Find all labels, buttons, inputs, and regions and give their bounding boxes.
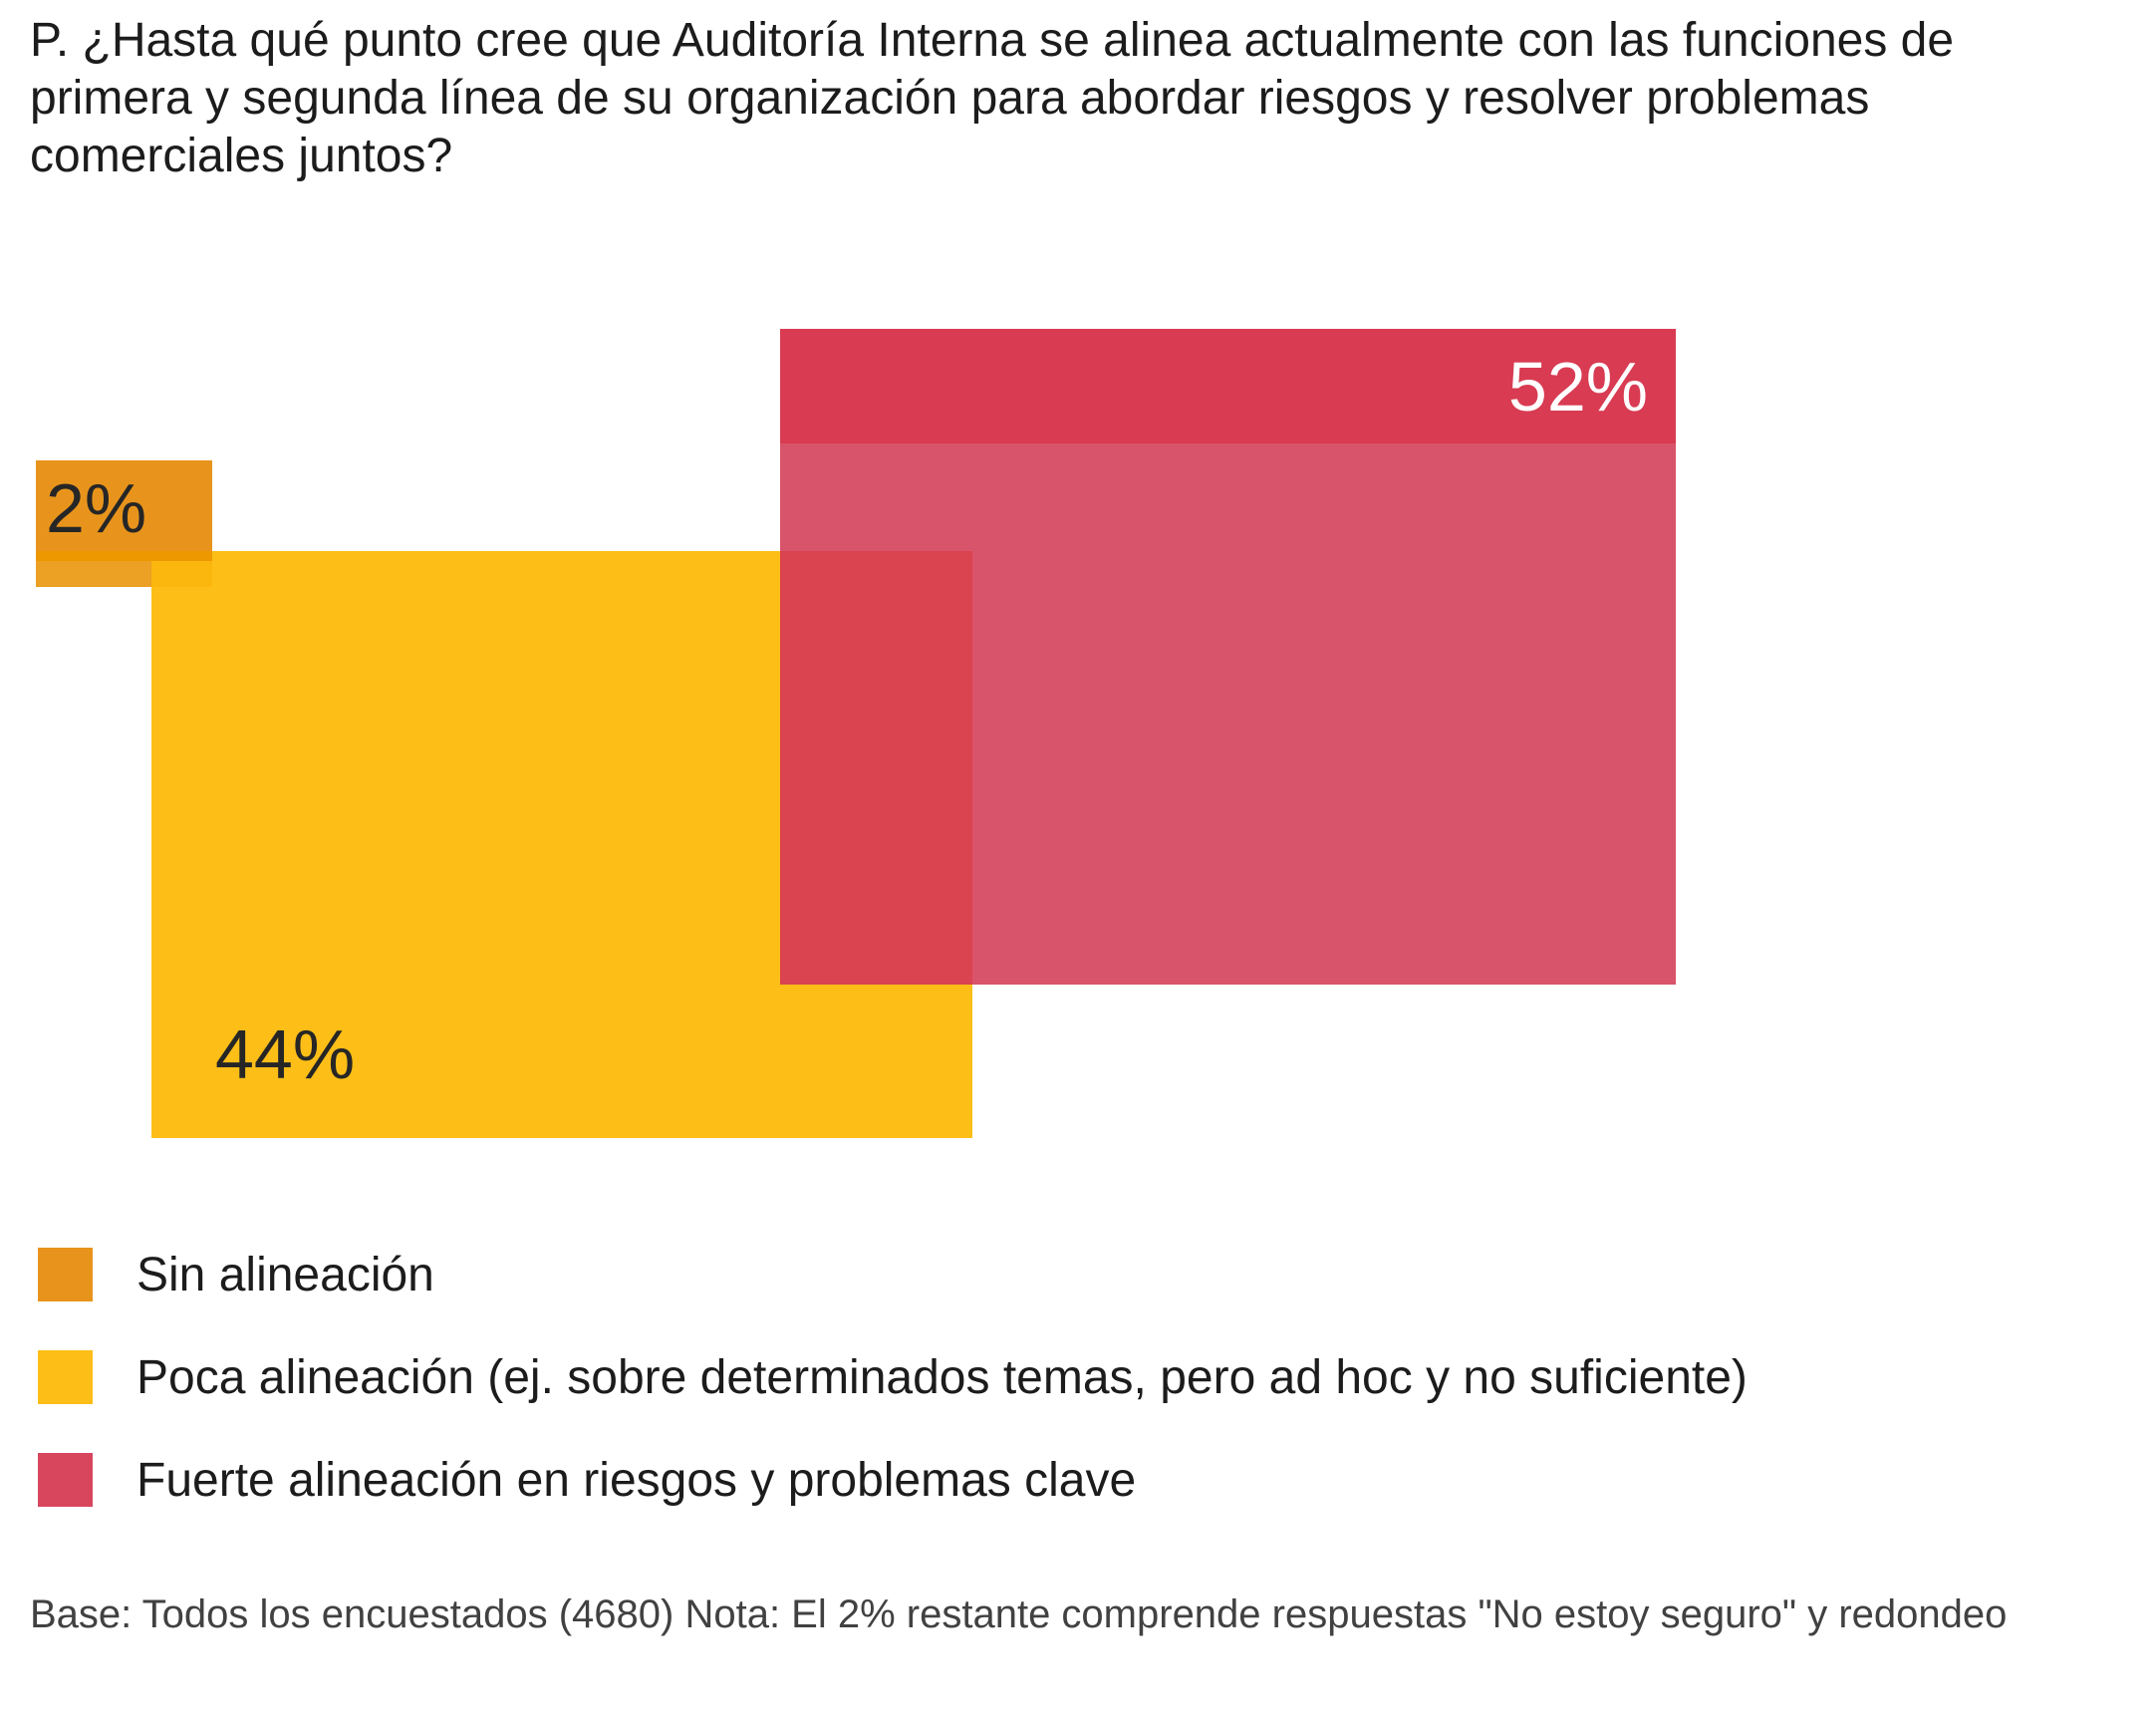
legend-label-little-alignment: Poca alineación (ej. sobre determinados temas, pero ad hoc y no suficiente) <box>136 1350 1748 1404</box>
orange-bottom-left-shade <box>36 561 151 587</box>
bar-no-alignment <box>36 460 212 587</box>
orange-bottom-right-shade <box>151 561 212 587</box>
bar-strong-alignment-header <box>780 329 1676 443</box>
legend-label-strong-alignment: Fuerte alineación en riesgos y problemas clave <box>136 1453 1137 1507</box>
legend-swatch-strong-alignment <box>38 1453 93 1507</box>
footer-note: Base: Todos los encuestados (4680) Nota: El 2% restante comprende respuestas "No estoy seguro" y redondeo <box>30 1592 2008 1636</box>
orange-yellow-overlap-band <box>36 551 212 561</box>
value-label-strong-alignment: 52% <box>1507 347 1648 426</box>
legend-swatch-little-alignment <box>38 1350 93 1404</box>
legend-label-no-alignment: Sin alineación <box>136 1248 434 1301</box>
legend-item-little-alignment <box>38 1350 2130 1404</box>
legend-item-strong-alignment <box>38 1453 2130 1507</box>
value-label-little-alignment: 44% <box>215 1015 356 1093</box>
legend-swatch-no-alignment <box>38 1248 93 1301</box>
legend-item-no-alignment <box>38 1248 2130 1301</box>
bar-strong-alignment-body <box>780 443 1676 985</box>
pink-yellow-overlap <box>780 551 972 985</box>
value-label-no-alignment: 2% <box>46 469 147 547</box>
page-title: P. ¿Hasta qué punto cree que Auditoría Interna se alinea actualmente con las funciones de primera y segunda línea de su organización para abordar riesgos y resolver problemas comerciales juntos? <box>30 14 1955 182</box>
legend <box>38 1248 2130 1556</box>
chart-area <box>0 299 2156 1196</box>
